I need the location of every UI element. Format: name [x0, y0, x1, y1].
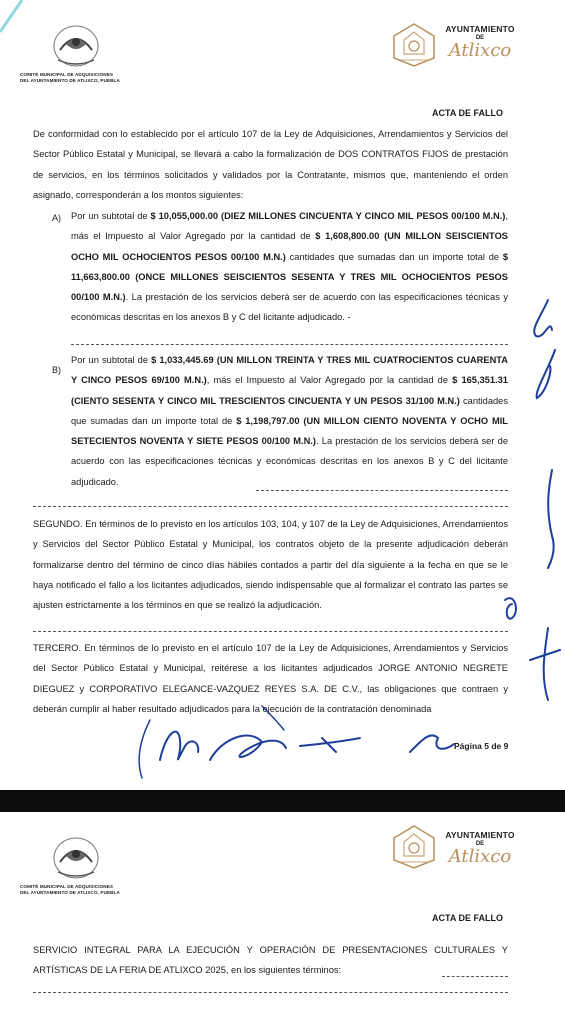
document-page-6	[0, 812, 565, 1024]
ayuntamiento-logo: AYUNTAMIENTO DE Atlixco	[445, 24, 515, 61]
signature-1	[160, 732, 198, 760]
signature-stroke	[139, 720, 150, 778]
dash-fill-line	[256, 490, 508, 491]
signature-2	[210, 736, 286, 760]
rubric-mark	[534, 300, 552, 336]
dash-fill-line	[442, 976, 508, 977]
rubric-mark	[530, 628, 560, 700]
page-separator	[0, 790, 565, 812]
segundo-paragraph: SEGUNDO. En términos de lo previsto en los artículos 103, 104, y 107 de la Ley de Adquisiciones, Arrendamientos y Servicios del Sector Público Estatal y Municipal, los contratos objeto de la presente adjudicación deberán formalizarse dentro del término de cinco días hábiles contados a partir del día siguiente a la fecha en que se le haya notificado el fallo a los licitantes adjudicados, siendo indispensable que al formalizar el contrato las partes se ajusten estrictamente a los términos en que se realizó la adjudicación.	[33, 519, 508, 611]
committee-label: COMITÉ MUNICIPAL DE ADQUISICIONES DEL AYUNTAMIENTO DE ATLIXCO, PUEBLA	[20, 884, 120, 895]
dash-fill-line	[33, 992, 508, 993]
document-title: ACTA DE FALLO	[432, 913, 503, 923]
atlixco-emblem-icon	[388, 824, 440, 875]
service-paragraph: SERVICIO INTEGRAL PARA LA EJECUCIÓN Y OPERACIÓN DE PRESENTACIONES CULTURALES Y ARTÍSTICAS DE LA FERIA DE ATLIXCO 2025, en los siguientes términos:	[33, 945, 508, 976]
dash-fill-line	[71, 344, 508, 345]
rubric-mark	[537, 350, 555, 398]
signature-4	[410, 735, 454, 752]
committee-label: COMITÉ MUNICIPAL DE ADQUISICIONES DEL AYUNTAMIENTO DE ATLIXCO, PUEBLA	[20, 72, 120, 83]
mexican-seal-icon	[40, 20, 112, 70]
signature-3	[300, 738, 360, 752]
rubric-mark	[548, 470, 554, 568]
item-b-marker: B)	[52, 365, 61, 375]
dash-fill-line	[33, 631, 508, 632]
dash-fill-line	[33, 506, 508, 507]
item-a-marker: A)	[52, 213, 61, 223]
document-title: ACTA DE FALLO	[432, 108, 503, 118]
atlixco-emblem-icon	[388, 22, 440, 73]
item-b-paragraph: Por un subtotal de $ 1,033,445.69 (UN MILLON TREINTA Y TRES MIL CUATROCIENTOS CUARENTA Y CINCO PESOS 69/100 M.N.), más el Impuesto al Valor Agregado por la cantidad de $ 165,351.31 (CIENTO SESENTA Y CINCO MIL TRESCIENTOS CINCUENTA Y UN PESOS 31/100 M.N.) cantidades que sumadas dan un importe total de $ 1,198,797.00 (UN MILLON CIENTO NOVENTA Y OCHO MIL SETECIENTOS NOVENTA Y SIETE PESOS 00/100 M.N.). La prestación de los servicios deberá ser de acuerdo con las especificaciones técnicas y económicas descritas en los anexos B y C del licitante adjudicado.	[71, 355, 508, 487]
item-a-paragraph: Por un subtotal de $ 10,055,000.00 (DIEZ MILLONES CINCUENTA Y CINCO MIL PESOS 00/100 M.N.), más el Impuesto al Valor Agregado por la cantidad de $ 1,608,800.00 (UN MILLON SEISCIENTOS OCHO MIL OCHOCIENTOS PESOS 00/100 M.N.) cantidades que sumadas dan un importe total de $ 11,663,800.00 (ONCE MILLONES SEISCIENTOS SESENTA Y TRES MIL OCHOCIENTOS PESOS 00/100 M.N.). La prestación de los servicios deberá ser de acuerdo con las especificaciones técnicas y económicas descritas en los anexos B y C del licitante adjudicado. -	[71, 211, 508, 323]
page-corner-accent	[0, 0, 40, 40]
intro-paragraph: De conformidad con lo establecido por el artículo 107 de la Ley de Adquisiciones, Arrendamientos y Servicios del Sector Público Estatal y Municipal, se llevará a cabo la formalización de DOS CONTRATOS FIJOS de prestación de servicios, en los términos solicitados y validados por la Contratante, mismos que, manteniendo el orden asignado, corresponderán a los montos siguientes:	[33, 129, 508, 200]
page-number: Página 5 de 9	[454, 741, 509, 751]
tercero-paragraph: TERCERO. En términos de lo previsto en el artículo 107 de la Ley de Adquisiciones, Arrendamientos y Servicios del Sector Público Estatal y Municipal, reitérese a los licitantes adjudicados JORGE ANTONIO NEGRETE DIEGUEZ y CORPORATIVO ELEGANCE-VAZQUEZ REYES S.A. DE C.V., las obligaciones que contraen y deberán cumplir al haber resultado adjudicados para la ejecución de la contratación denominada	[33, 643, 508, 714]
ayuntamiento-logo: AYUNTAMIENTO DE Atlixco	[445, 830, 515, 867]
mexican-seal-icon	[40, 832, 112, 882]
